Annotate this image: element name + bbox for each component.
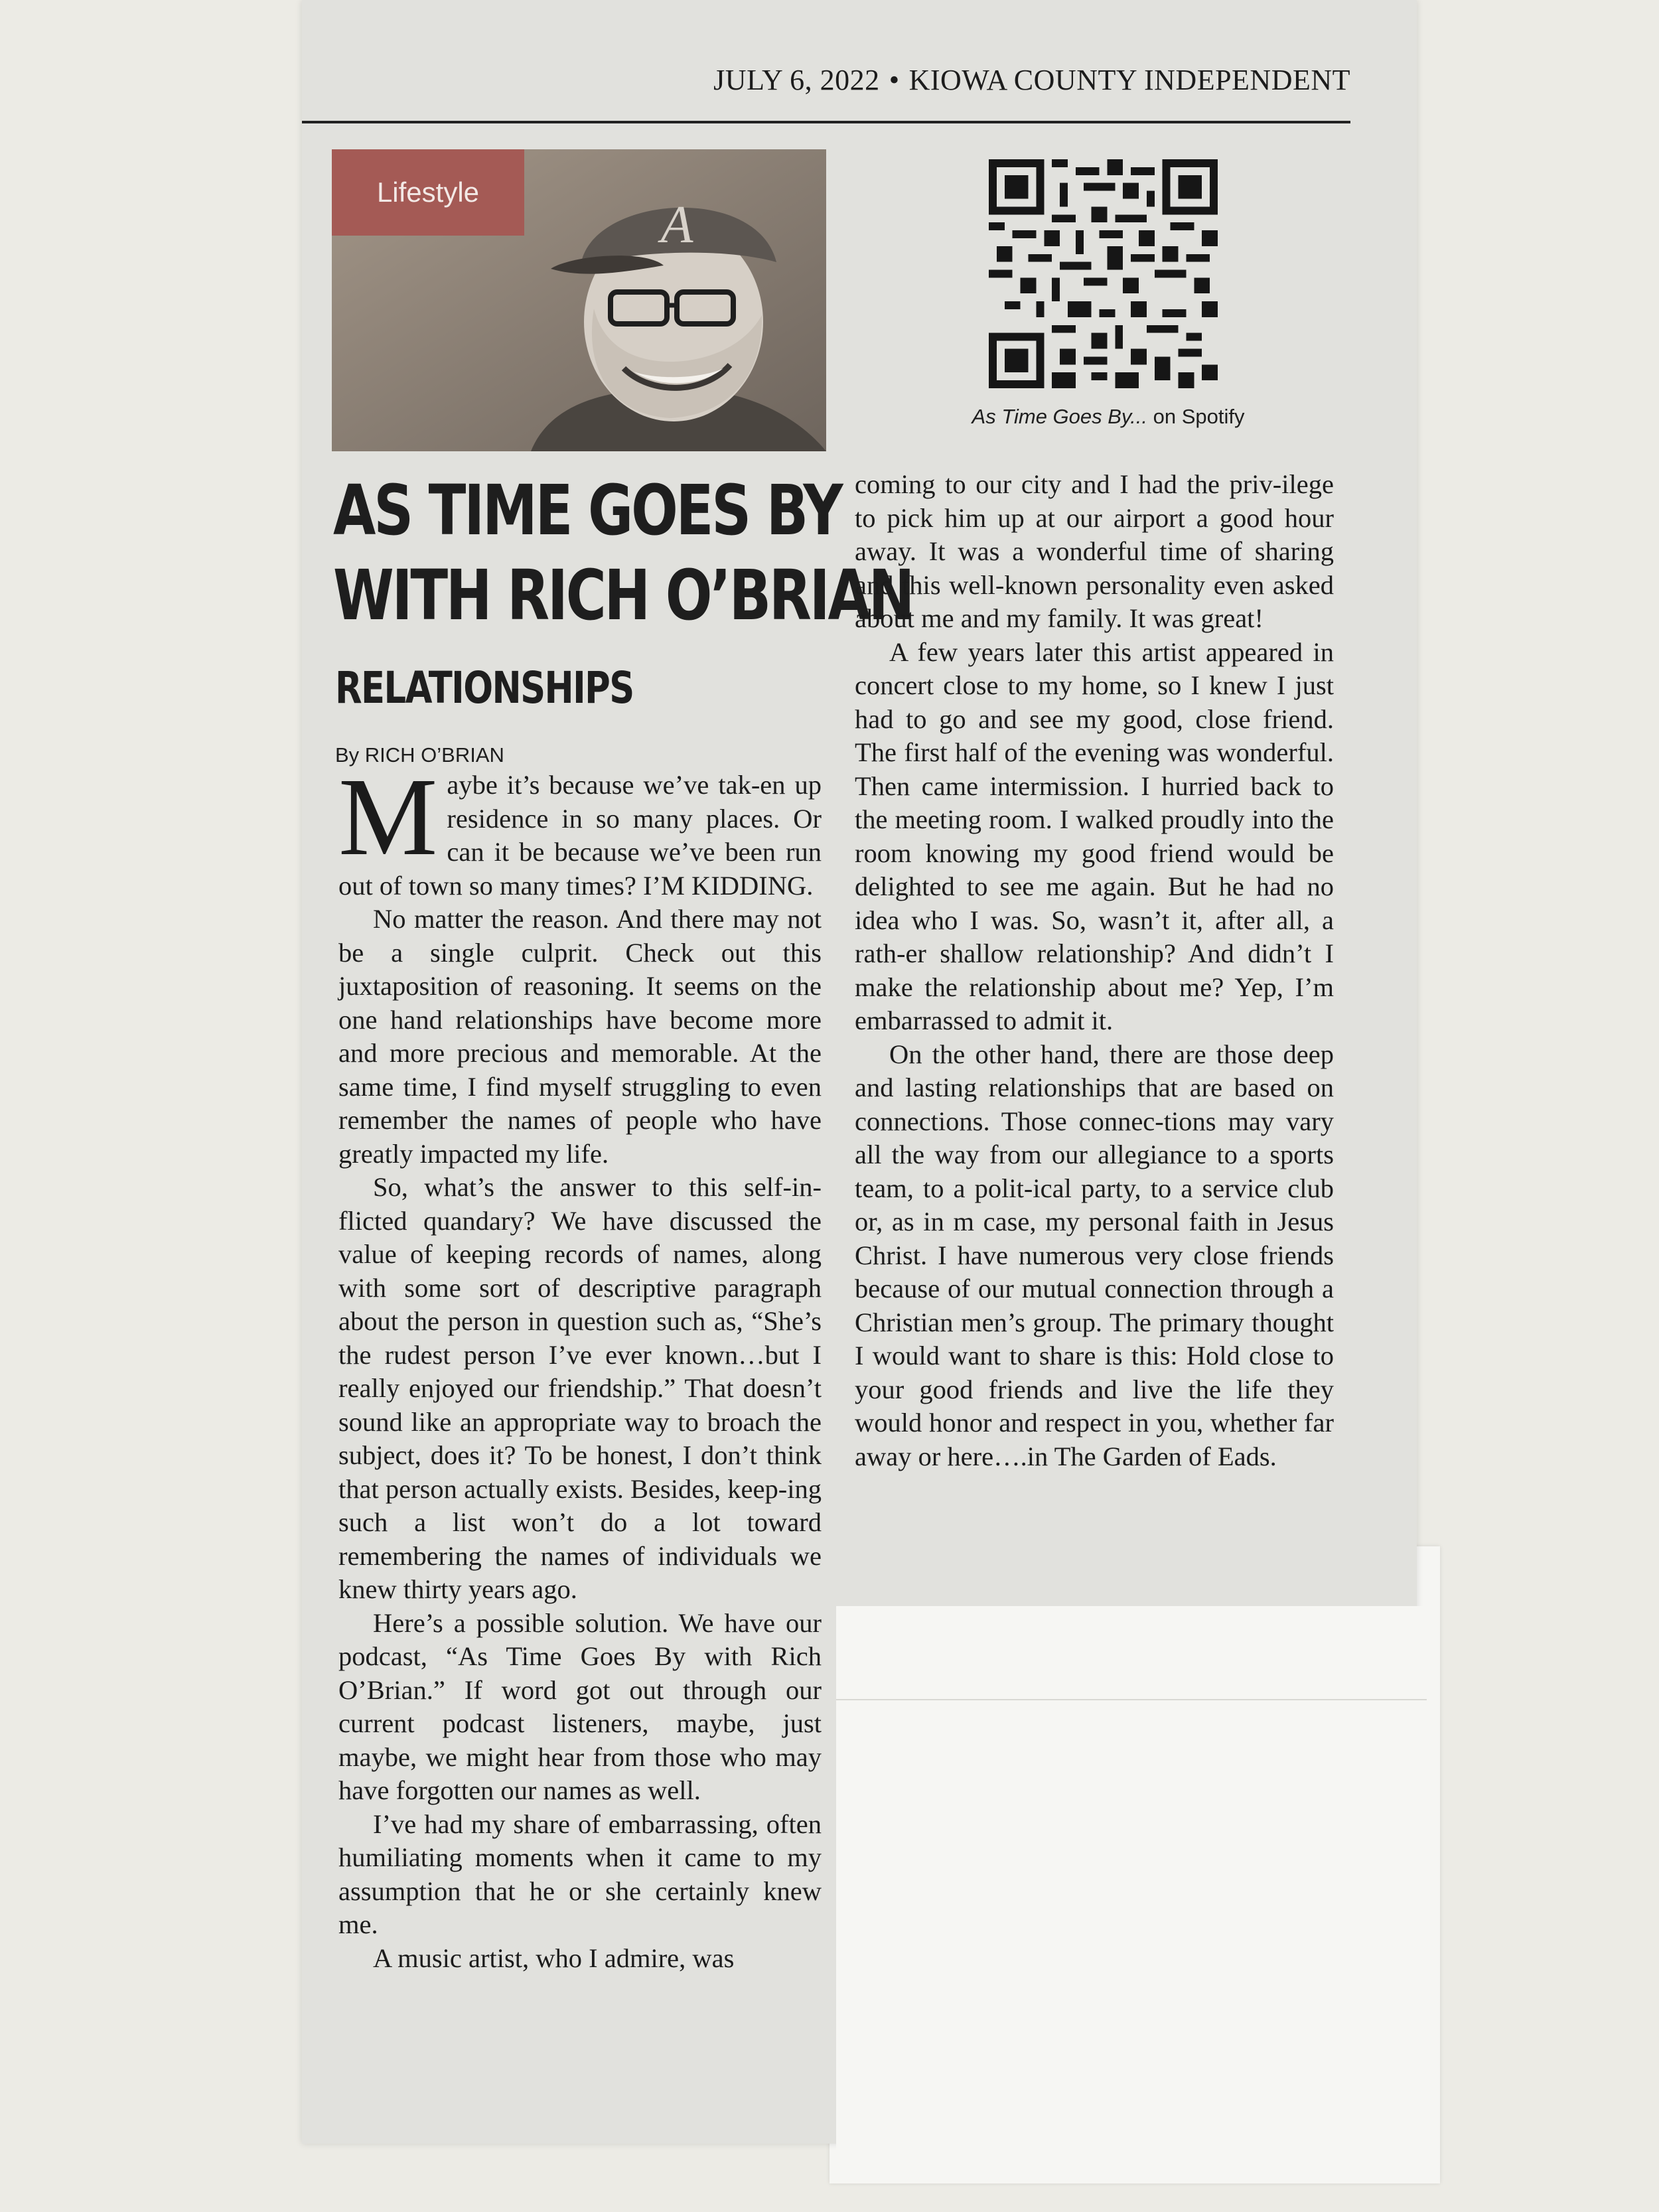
- backing-paper-visible: [836, 1606, 1433, 2150]
- paper-fold-line: [836, 1699, 1427, 1700]
- qr-caption: [949, 405, 1267, 429]
- newspaper-name: KIOWA COUNTY INDEPENDENT: [908, 64, 1350, 96]
- article-subhead: RELATIONSHIPS: [335, 662, 634, 713]
- masthead: [660, 63, 1350, 110]
- paragraph-1: [338, 755, 822, 903]
- article-column-right: [855, 468, 1334, 1473]
- article-column-left: [338, 755, 822, 1975]
- masthead-rule: [302, 121, 1350, 123]
- paragraph-5: I’ve had my share of embarrassing, often humiliating moments when it came to my assumption that he or she certainly knew me.: [338, 1808, 822, 1939]
- paragraph-6-continued: coming to our city and I had the priv-ilege to pick him up at our airport a good hour away. It was a wonderful time of sharing and this well-known personality even asked about me and my family. It was great!: [855, 469, 1334, 633]
- paragraph-8: On the other hand, there are those deep and lasting relationships that are based on connections. Those connec-tions may vary all the way from our allegiance to a sports team, to a polit-ical party, to a service club or, as in m case, my personal faith in Jesus Christ. I have numerous very close friends because of our mutual connection through a Christian men’s group. The primary thought I would want to share is this: Hold close to your good friends and live the life they would honor and respect in you, whether far away or here….in The Garden of Eads.: [855, 1039, 1334, 1471]
- section-tag: Lifestyle: [332, 149, 524, 236]
- paragraph-6-start: A music artist, who I admire, was: [373, 1943, 735, 1973]
- qr-caption-platform: on Spotify: [1147, 405, 1245, 428]
- article-headline: [333, 468, 913, 638]
- headline-line-2: WITH RICH O’BRIAN: [333, 555, 913, 636]
- issue-date: JULY 6, 2022: [713, 64, 880, 96]
- paragraph-1-text: aybe it’s because we’ve tak-en up residence in so many places. Or can it be because we’ve been run out of town so many times? I’M KIDDING.: [338, 770, 822, 901]
- spotify-qr-code[interactable]: [989, 156, 1218, 392]
- paragraph-2: No matter the reason. And there may not be a single culprit. Check out this juxtaposition of reasoning. It seems on the one hand relationships have become more and more precious and memorable. At the same time, I find myself struggling to even remember the names of people who have greatly impacted my life.: [338, 904, 822, 1169]
- byline: By RICH O’BRIAN: [335, 743, 504, 767]
- paragraph-7: A few years later this artist appeared in concert close to my home, so I knew I just had to go and see my good, close friend. The first half of the evening was wonderful. Then came intermission. I hurried back to the meeting room. I walked proudly into the room knowing my good friend would be delighted to see me again. But he had no idea who I was. So, wasn’t it, after all, a rath-er shallow relationship? And didn’t I make the relationship about me? Yep, I’m embarrassed to admit it.: [855, 636, 1334, 1035]
- svg-text:A: A: [660, 196, 693, 254]
- paragraph-3: So, what’s the answer to this self-in-flicted quandary? We have discussed the value of keeping records of names, along with some sort of descriptive paragraph about the person in question such as, “She’s the rudest person I’ve ever known…but I really enjoyed our friendship.” That doesn’t sound like an appropriate way to broach the subject, does it? To be honest, I don’t think that person actually exists. Besides, keep-ing such a list won’t do a lot toward remembering the names of individuals we knew thirty years ago.: [338, 1172, 822, 1604]
- qr-code-icon: [989, 156, 1218, 392]
- masthead-separator: •: [889, 64, 900, 96]
- drop-cap: M: [338, 755, 438, 879]
- podcast-title: As Time Goes By...: [972, 405, 1147, 428]
- paragraph-4: Here’s a possible solution. We have our podcast, “As Time Goes By with Rich O’Brian.” If word got out through our current podcast listeners, maybe, just maybe, we might hear from those who may have forgotten our names as well.: [338, 1607, 822, 1805]
- headline-line-1: AS TIME GOES BY: [333, 470, 841, 551]
